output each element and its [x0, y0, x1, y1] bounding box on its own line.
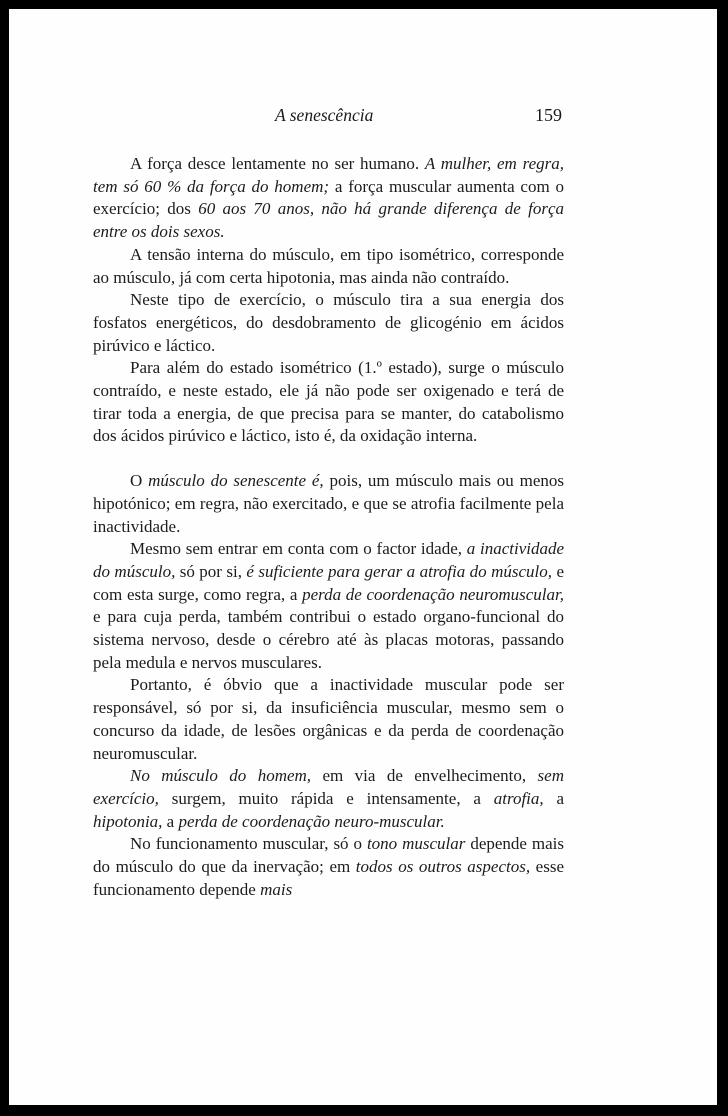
- italic-text: 60 aos 70 anos, não há grande diferença de força entre os dois sexos.: [93, 199, 564, 242]
- book-page: [9, 9, 717, 1105]
- page-number: 159: [535, 105, 562, 125]
- text-run: a: [162, 811, 179, 831]
- italic-text: A mulher, em regra, tem só 60 % da força do homem;: [93, 154, 565, 196]
- italic-text: músculo do senescente é,: [148, 471, 324, 491]
- text-run: a: [543, 788, 564, 808]
- text-run: só por si,: [175, 561, 247, 581]
- text-run: Para além do estado isométrico (1.º estado), surge o músculo contraído, e neste estado, ele já não pode ser oxigenado e terá de tirar toda a energia, de que precisa para se manter, do catabolismo dos ácidos pirúvico e láctico, isto é, da oxidação interna.: [93, 358, 564, 446]
- text-run: O: [130, 471, 149, 491]
- text-run: esse funcionamento depende: [93, 857, 565, 899]
- paragraph: [93, 244, 564, 289]
- running-title: A senescência: [275, 105, 374, 125]
- italic-text: todos os outros aspectos,: [355, 857, 531, 877]
- paragraph: [93, 833, 564, 901]
- text-run: a força muscular aumenta com o exercício; dos: [93, 176, 565, 219]
- italic-text: sem exercício,: [93, 766, 564, 808]
- page-header: [9, 105, 717, 131]
- italic-text: perda de coordenação neuro-muscular.: [178, 811, 445, 831]
- paragraph: [93, 765, 564, 833]
- italic-text: mais: [260, 879, 293, 899]
- text-run: em via de envelhecimento,: [311, 766, 538, 786]
- paragraph: [93, 674, 564, 765]
- text-run: A força desce lentamente no ser humano.: [130, 154, 425, 173]
- text-run: surgem, muito rápida e intensamente, a: [158, 788, 494, 808]
- text-run: e para cuja perda, também contribui o estado organo-funcional do sistema nervoso, desde o cérebro até às placas motoras, passando pela medula e nervos musculares.: [93, 607, 564, 672]
- text-run: No funcionamento muscular, só o: [130, 834, 367, 854]
- text-run: Neste tipo de exercício, o músculo tira a sua energia dos fosfatos energéticos, do desdobramento de glicogénio em ácidos pirúvico e láctico.: [93, 290, 564, 355]
- text-run: e com esta surge, como regra, a: [93, 561, 564, 604]
- italic-text: atrofia,: [493, 788, 544, 808]
- text-run: Portanto, é óbvio que a inactividade muscular pode ser responsável, só por si, da insuficiência muscular, mesmo sem o concurso da idade, de lesões orgânicas e da perda de coordenação neuromuscular.: [93, 675, 564, 763]
- paragraph: [93, 470, 564, 538]
- italic-text: a inactividade do músculo,: [93, 539, 565, 581]
- text-run: depende mais do músculo do que da inervação; em: [93, 834, 564, 877]
- italic-text: No músculo do homem,: [130, 766, 312, 786]
- paragraph: [93, 357, 564, 448]
- italic-text: perda de coordenação neuromuscular,: [302, 584, 564, 604]
- italic-text: tono muscular: [366, 834, 466, 854]
- text-run: Mesmo sem entrar em conta com o factor idade,: [130, 539, 467, 559]
- text-run: pois, um músculo mais ou menos hipotónico; em regra, não exercitado, e que se atrofia facilmente pela inactividade.: [93, 471, 564, 536]
- italic-text: é suficiente para gerar a atrofia do músculo,: [246, 561, 553, 581]
- body-text: [93, 153, 564, 902]
- paragraph: [93, 538, 564, 674]
- paragraph: [93, 153, 564, 244]
- text-run: A tensão interna do músculo, em tipo isométrico, corresponde ao músculo, já com certa hipotonia, mas ainda não contraído.: [93, 244, 564, 287]
- paragraph: [93, 289, 564, 357]
- italic-text: hipotonia,: [93, 811, 163, 831]
